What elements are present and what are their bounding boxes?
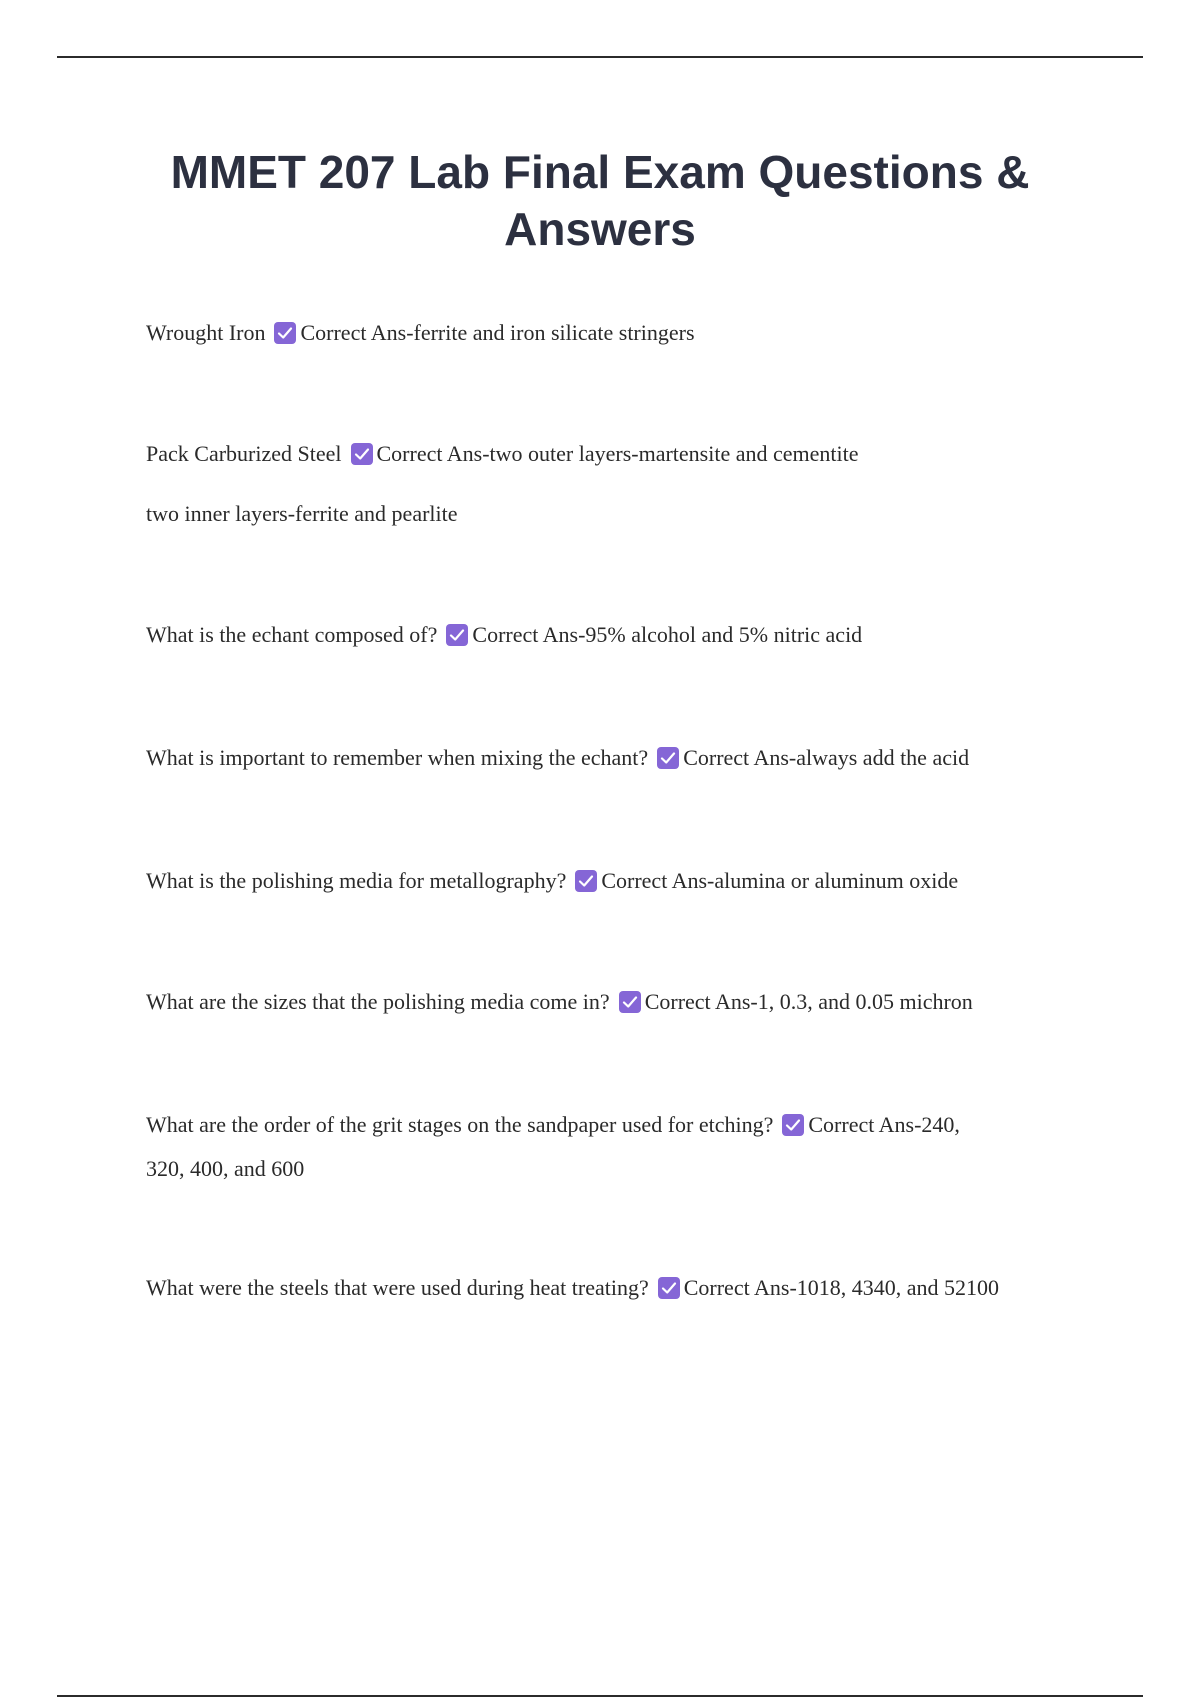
bottom-rule bbox=[57, 1695, 1143, 1697]
answer-text: Correct Ans-always add the acid bbox=[683, 745, 970, 770]
checkbox-check-icon bbox=[575, 870, 597, 892]
checkbox-check-icon bbox=[782, 1114, 804, 1136]
checkbox-check-icon bbox=[619, 991, 641, 1013]
answer-text: Correct Ans-two outer layers-martensite and cementite bbox=[376, 441, 859, 466]
answer-text: Correct Ans-1, 0.3, and 0.05 michron bbox=[644, 989, 973, 1014]
checkbox-check-icon bbox=[274, 322, 296, 344]
answer-text: Correct Ans-240, bbox=[808, 1112, 960, 1137]
question-text: What are the sizes that the polishing media come in? bbox=[146, 989, 610, 1014]
question-text: What is the polishing media for metallography? bbox=[146, 868, 567, 893]
qa-item-7 bbox=[146, 1103, 1106, 1191]
document-title: MMET 207 Lab Final Exam Questions & Answers bbox=[170, 146, 1030, 255]
answer-text: Correct Ans-95% alcohol and 5% nitric acid bbox=[472, 622, 863, 647]
top-rule bbox=[57, 56, 1143, 58]
question-text: What were the steels that were used during heat treating? bbox=[146, 1275, 649, 1300]
checkbox-check-icon bbox=[657, 747, 679, 769]
qa-item-6 bbox=[146, 980, 1106, 1024]
answer-text: Correct Ans-alumina or aluminum oxide bbox=[601, 868, 959, 893]
question-text: Wrought Iron bbox=[146, 320, 266, 345]
answer-continuation: two inner layers-ferrite and pearlite bbox=[146, 501, 458, 526]
answer-text: Correct Ans-ferrite and iron silicate stringers bbox=[300, 320, 695, 345]
checkbox-check-icon bbox=[658, 1277, 680, 1299]
answer-text: Correct Ans-1018, 4340, and 52100 bbox=[683, 1275, 1000, 1300]
checkbox-check-icon bbox=[446, 624, 468, 646]
question-text: What is the echant composed of? bbox=[146, 622, 438, 647]
qa-item-5 bbox=[146, 859, 1106, 903]
question-text: Pack Carburized Steel bbox=[146, 441, 342, 466]
qa-item-2 bbox=[146, 432, 1106, 536]
question-text: What are the order of the grit stages on the sandpaper used for etching? bbox=[146, 1112, 774, 1137]
qa-item-1 bbox=[146, 311, 1106, 355]
qa-item-3 bbox=[146, 613, 1106, 657]
checkbox-check-icon bbox=[351, 443, 373, 465]
answer-continuation: 320, 400, and 600 bbox=[146, 1156, 305, 1181]
qa-item-8 bbox=[146, 1266, 1106, 1310]
question-text: What is important to remember when mixing the echant? bbox=[146, 745, 649, 770]
qa-item-4 bbox=[146, 736, 1106, 780]
